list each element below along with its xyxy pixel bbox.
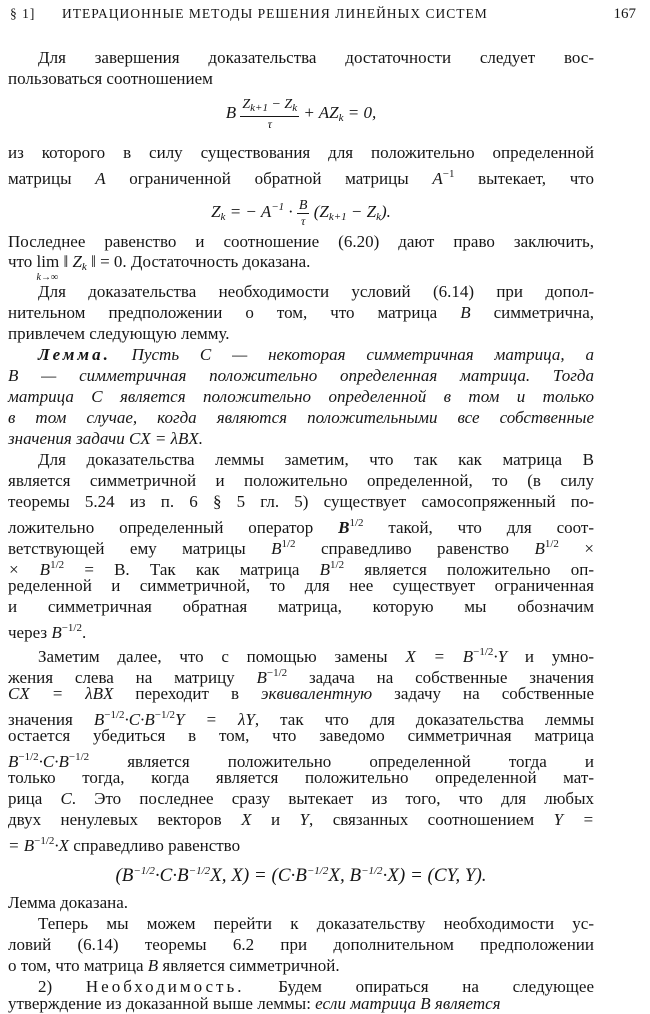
text-line: теоремы 5.24 из п. 6 § 5 гл. 5) существует самосопряженный по- — [8, 492, 594, 511]
text-line: Для доказательства необходимости условий (6.14) при допол- — [38, 282, 594, 301]
text-line: значения $B^{-1/2}\cdot C\cdot B^{-1/2}Y = \lambda Y$, так что для доказательства леммы — [8, 709, 594, 729]
text-line: только тогда, когда является положительно определенной мат- — [8, 768, 594, 787]
text-line: ложительно определенный оператор $B^{1/2}$ такой, что для соот- — [8, 517, 594, 537]
lemma-line: в том случае, когда являются положительными все собственные — [8, 408, 594, 427]
fraction: $\frac{Z_{k+1} - Z_k}{\tau}$ — [242, 96, 298, 131]
text-line: утверждение из доказанной выше леммы: если матрица B является — [8, 994, 501, 1013]
text-line: рица C. Это последнее сразу вытекает из того, что для любых — [8, 789, 595, 808]
text-line: Для доказательства леммы заметим, что так как матрица B — [38, 450, 594, 469]
text-line: матрицы A ограниченной обратной матрицы $A^{-1}$ вытекает, что — [8, 168, 595, 188]
text-line: Заметим далее, что с помощью замены $X = B^{-1/2}\cdot Y$ и умно- — [38, 646, 595, 666]
fraction: $\frac{B}{\tau}$ — [298, 197, 308, 228]
text-line: жения слева на матрицу $B^{-1/2}$ задача на собственные значения — [8, 667, 594, 687]
text-line: ветствующей ему матрицы $B^{1/2}$ справедливо равенство $B^{1/2}$ × — [8, 538, 594, 558]
text-line: × $B^{1/2} = B$. Так как матрица $B^{1/2}$ является положительно оп- — [8, 559, 595, 579]
text-line: Лемма доказана. — [8, 893, 129, 912]
lemma-line: B — симметричная положительно определенная матрица. Тогда — [8, 366, 594, 385]
text-line: из которого в силу существования для положительно определенной — [8, 143, 594, 162]
text-line: является симметричной и положительно определенной, то (в силу — [8, 471, 594, 490]
equation-1: B $\frac{Z_{k+1} - Z_k}{\tau}$ + $AZ_k = 0$, — [225, 96, 377, 131]
text-line: и симметричная обратная матрица, которую мы обозначим — [8, 597, 594, 616]
text-line: через $B^{-1/2}$. — [8, 622, 87, 642]
text-line: Теперь мы можем перейти к доказательству необходимости ус- — [38, 914, 594, 933]
equation-3: ($B^{-1/2}\cdot C\cdot B^{-1/2}X$, $X) = (C\cdot B^{-1/2}X$, $B^{-1/2}\cdot X) = (CY$, Y). — [115, 865, 487, 886]
limit: lim k→∞ — [36, 252, 60, 283]
text-line: о том, что матрица B является симметричной. — [8, 956, 340, 975]
page-number: 167 — [613, 6, 636, 22]
text-line: нительном предположении о том, что матрица B симметрична, — [8, 303, 594, 322]
equation-2: $Z_k$ = − $A^{-1}$ · $\frac{B}{\tau}$ $(Z_{k+1} - Z_k)$. — [211, 197, 391, 228]
chapter-title: ИТЕРАЦИОННЫЕ МЕТОДЫ РЕШЕНИЯ ЛИНЕЙНЫХ СИСТЕМ — [62, 6, 488, 21]
text-line: Последнее равенство и соотношение (6.20) дают право заключить, — [8, 232, 594, 251]
text-line: привлечем следующую лемму. — [8, 324, 230, 343]
text-line: пользоваться соотношением — [8, 69, 213, 88]
text-line: 2) Необходимость. Будем опираться на следующее — [38, 977, 594, 996]
section-mark: § 1] — [10, 6, 36, 21]
eq1-rest: + AZ — [299, 103, 339, 122]
lemma-label: Лемма. — [38, 345, 111, 364]
running-header — [10, 6, 636, 28]
text-line: $B^{-1/2}\cdot C\cdot B^{-1/2}$ является положительно определенной тогда и — [8, 751, 594, 771]
text-line: Для завершения доказательства достаточности следует вос- — [38, 48, 594, 67]
text-line: CX = λBX переходит в эквивалентную задачу на собственные — [8, 684, 595, 703]
text-line: остается убедиться в том, что заведомо симметричная матрица — [8, 726, 594, 745]
lemma-line: Лемма. Пусть C — некоторая симметричная матрица, а — [38, 345, 594, 364]
text-line: ловий (6.14) теоремы 6.2 при дополнительном предположении — [8, 935, 594, 954]
text-line: = $B^{-1/2}\cdot X$ справедливо равенство — [8, 835, 241, 855]
text-line: двух ненулевых векторов X и Y, связанных соотношением Y = — [8, 810, 594, 829]
text-line: ределенной и симметричной, то для нее существует ограниченная — [8, 576, 594, 595]
lemma-line: матрица C является положительно определенной в том и только — [8, 387, 594, 406]
text-line: что lim k→∞ ‖ $Z_k$ ‖ = 0. Достаточность доказана. — [8, 252, 311, 283]
lemma-line: значения задачи CX = λBX. — [8, 429, 204, 448]
